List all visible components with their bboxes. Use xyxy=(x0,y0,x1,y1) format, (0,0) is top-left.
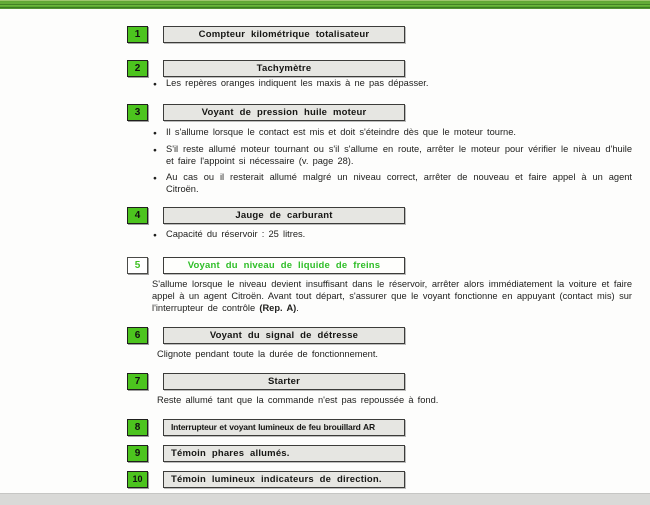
bullet-item: ● Il s'allume lorsque le contact est mis et doit s'éteindre dès que le moteur tourne. xyxy=(152,127,632,139)
paragraph-text: S'allume lorsque le niveau devient insuffisant dans le réservoir, arrêter alors immédiatement la voiture et faire appel à un agent Citroën. Avant tout départ, s'assurer que le voyant fonctionne en appuyant (contact mis) sur l'interrupteur de contrôle xyxy=(152,279,632,313)
item-row-9 xyxy=(127,445,405,462)
item-number-badge: 8 xyxy=(127,419,148,436)
bullet-item: ● S'il reste allumé moteur tournant ou s'il s'allume en route, arrêter le moteur pour vérifier le niveau d'huile et faire l'appoint si nécessaire (v. page 28). xyxy=(152,144,632,168)
item-row-1 xyxy=(127,26,405,43)
item-number-badge: 6 xyxy=(127,327,148,344)
bottom-gray-band xyxy=(0,493,650,505)
item-number-badge: 10 xyxy=(127,471,148,488)
item-row-5 xyxy=(127,257,405,274)
item-title-box: Tachymètre xyxy=(163,60,405,77)
item-title-box: Témoin lumineux indicateurs de direction. xyxy=(163,471,405,488)
item-title-box: Voyant du signal de détresse xyxy=(163,327,405,344)
item-row-10 xyxy=(127,471,405,488)
item-row-7 xyxy=(127,373,405,390)
item-title-box: Témoin phares allumés. xyxy=(163,445,405,462)
item-row-8 xyxy=(127,419,405,436)
item-5-paragraph xyxy=(152,279,632,314)
item-number-badge: 9 xyxy=(127,445,148,462)
item-title-box: Compteur kilométrique totalisateur xyxy=(163,26,405,43)
item-number-badge: 3 xyxy=(127,104,148,121)
item-number-badge: 1 xyxy=(127,26,148,43)
item-title-box: Starter xyxy=(163,373,405,390)
item-7-note: Reste allumé tant que la commande n'est pas repoussée à fond. xyxy=(157,395,439,405)
item-row-3 xyxy=(127,104,405,121)
item-number-badge: 4 xyxy=(127,207,148,224)
item-2-bullets xyxy=(152,78,632,95)
item-4-bullets xyxy=(152,229,632,246)
item-row-6 xyxy=(127,327,405,344)
item-number-badge: 2 xyxy=(127,60,148,77)
top-green-band xyxy=(0,0,650,9)
item-row-2 xyxy=(127,60,405,77)
paragraph-text: . xyxy=(296,302,299,313)
paragraph-bold-ref: (Rep. A) xyxy=(259,302,297,313)
item-row-4 xyxy=(127,207,405,224)
item-title-box: Voyant de pression huile moteur xyxy=(163,104,405,121)
bullet-item: ● Capacité du réservoir : 25 litres. xyxy=(152,229,632,241)
item-title-box: Jauge de carburant xyxy=(163,207,405,224)
item-3-bullets xyxy=(152,127,632,201)
item-number-badge: 7 xyxy=(127,373,148,390)
item-number-badge: 5 xyxy=(127,257,148,274)
bullet-item: ● Les repères oranges indiquent les maxis à ne pas dépasser. xyxy=(152,78,632,90)
bullet-item: ● Au cas ou il resterait allumé malgré un niveau correct, arrêter de nouveau et faire appel à un agent Citroën. xyxy=(152,172,632,196)
item-6-note: Clignote pendant toute la durée de fonctionnement. xyxy=(157,349,378,359)
item-title-box: Interrupteur et voyant lumineux de feu brouillard AR xyxy=(163,419,405,436)
item-title-box: Voyant du niveau de liquide de freins xyxy=(163,257,405,274)
